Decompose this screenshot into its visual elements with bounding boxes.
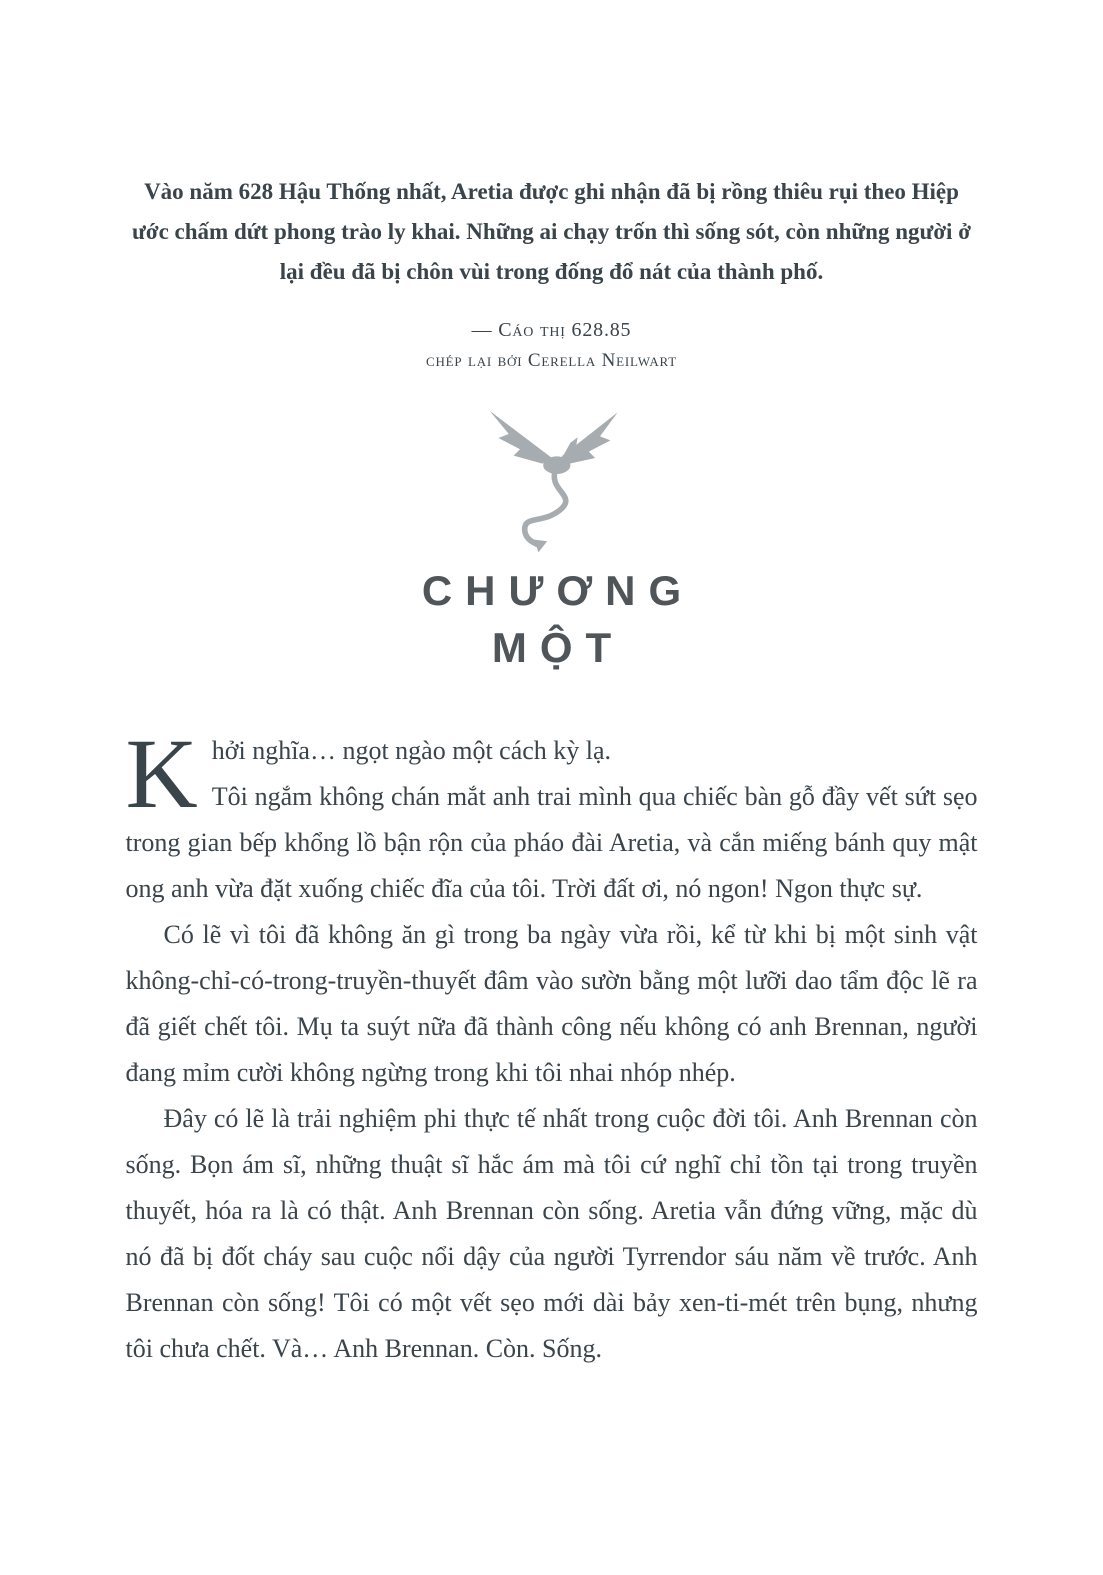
epigraph-attribution bbox=[0, 314, 1103, 376]
chapter-heading-line1: CHƯƠNG bbox=[421, 567, 695, 614]
paragraph: hởi nghĩa… ngọt ngào một cách kỳ lạ. bbox=[211, 736, 612, 765]
attribution-scribe: chép lại bởi Cerella Neilwart bbox=[426, 350, 677, 371]
epigraph-text: Vào năm 628 Hậu Thống nhất, Aretia được ghi nhận đã bị rồng thiêu rụi theo Hiệp ước chấm dứt phong trào ly khai. Những ai chạy trốn thì sống sót, còn những người ở lại đều đã bị chôn vùi trong đống đổ nát của thành phố. bbox=[132, 179, 971, 284]
chapter-heading bbox=[0, 562, 1103, 676]
chapter-heading-line2: MỘT bbox=[491, 624, 625, 671]
dropcap-letter: K bbox=[125, 718, 198, 829]
paragraph: Tôi ngắm không chán mắt anh trai mình qua chiếc bàn gỗ đầy vết sứt sẹo trong gian bếp khổng lồ bận rộn của pháo đài Aretia, và cắn miếng bánh quy mật ong anh vừa đặt xuống chiếc đĩa của tôi. Trời đất ơi, nó ngon! Ngon thực sự. bbox=[125, 782, 978, 903]
attribution-source: — Cáo thị 628.85 bbox=[471, 319, 632, 341]
dragon-silhouette-icon bbox=[452, 390, 652, 558]
paragraph: Đây có lẽ là trải nghiệm phi thực tế nhất trong cuộc đời tôi. Anh Brennan còn sống. Bọn ám sĩ, những thuật sĩ hắc ám mà tôi cứ nghĩ chỉ tồn tại trong truyền thuyết, hóa ra là có thật. Anh Brennan còn sống. Aretia vẫn đứng vững, mặc dù nó đã bị đốt cháy sau cuộc nổi dậy của người Tyrrendor sáu năm về trước. Anh Brennan còn sống! Tôi có một vết sẹo mới dài bảy xen-ti-mét trên bụng, nhưng tôi chưa chết. Và… Anh Brennan. Còn. Sống. bbox=[125, 1104, 978, 1363]
opening-paragraphs bbox=[125, 718, 978, 912]
chapter-body bbox=[125, 718, 978, 1372]
paragraph: Có lẽ vì tôi đã không ăn gì trong ba ngày vừa rồi, kể từ khi bị một sinh vật không-chỉ-có-trong-truyền-thuyết đâm vào sườn bằng một lưỡi dao tẩm độc lẽ ra đã giết chết tôi. Mụ ta suýt nữa đã thành công nếu không có anh Brennan, người đang mỉm cười không ngừng trong khi tôi nhai nhóp nhép. bbox=[125, 920, 978, 1087]
